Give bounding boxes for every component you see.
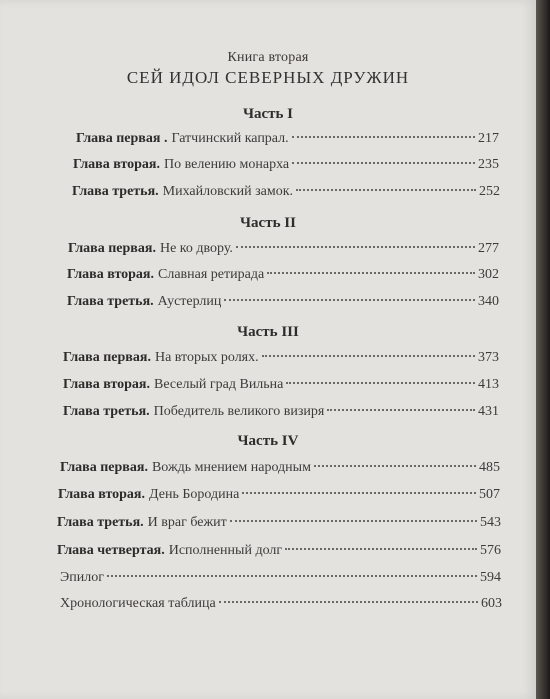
toc-entry	[60, 596, 502, 612]
chapter-title: Аустерлиц	[157, 294, 222, 309]
chapter-title: Славная ретирада	[158, 267, 265, 282]
toc-entry	[63, 350, 499, 366]
page-number: 235	[478, 157, 499, 172]
page-number: 277	[478, 241, 499, 256]
page-number: 431	[478, 404, 499, 419]
dot-leader	[236, 246, 475, 248]
chapter-label: Глава вторая.	[63, 377, 151, 392]
chapter-label: Глава третья.	[63, 404, 150, 419]
part-heading: Часть IV	[237, 433, 299, 449]
part-heading: Часть I	[242, 106, 294, 122]
chapter-title: Вождь мнением народным	[151, 460, 311, 475]
page-number: 576	[480, 543, 501, 558]
page-number: 373	[478, 350, 499, 365]
toc-entry	[58, 487, 500, 503]
toc-entry	[68, 241, 499, 257]
dot-leader	[242, 492, 476, 494]
chapter-title: Веселый град Вильна	[154, 377, 284, 392]
page-number: 507	[479, 487, 500, 502]
book-label: Книга вторая	[227, 50, 309, 65]
chapter-title: По велению монарха	[164, 157, 290, 172]
toc-entry	[57, 515, 501, 531]
chronology-title: Хронологическая таблица	[60, 596, 216, 611]
dot-leader	[219, 601, 478, 603]
dot-leader	[224, 299, 475, 301]
dot-leader	[230, 520, 477, 522]
chapter-title: Гатчинский капрал.	[171, 131, 289, 146]
toc-entry	[72, 184, 500, 200]
toc-entry	[60, 570, 501, 586]
page-edge	[536, 0, 550, 699]
chapter-label: Глава первая.	[63, 350, 151, 365]
page-number: 252	[479, 184, 500, 199]
part-heading: Часть III	[237, 324, 299, 340]
dot-leader	[262, 355, 475, 357]
epilogue-title: Эпилог	[60, 570, 104, 585]
chapter-title: Победитель великого визиря	[153, 404, 325, 419]
page-number: 340	[478, 294, 499, 309]
chapter-label: Глава третья.	[67, 294, 154, 309]
chapter-label: Глава первая.	[68, 241, 156, 256]
dot-leader	[267, 272, 475, 274]
dot-leader	[286, 382, 475, 384]
chapter-label: Глава первая .	[76, 131, 168, 146]
page-number: 302	[478, 267, 499, 282]
chapter-title: Михайловский замок.	[162, 184, 294, 199]
dot-leader	[314, 465, 476, 467]
chapter-title: Исполненный долг	[168, 543, 283, 558]
toc-entry	[60, 460, 500, 476]
page-number: 543	[480, 515, 501, 530]
chapter-label: Глава вторая.	[67, 267, 155, 282]
page-number: 485	[479, 460, 500, 475]
dot-leader	[292, 136, 475, 138]
toc-entry	[63, 377, 499, 393]
chapter-title: И враг бежит	[147, 515, 227, 530]
dot-leader	[107, 575, 477, 577]
chapter-label: Глава четвертая.	[57, 543, 165, 558]
toc-entry	[67, 294, 499, 310]
chapter-title: На вторых ролях.	[154, 350, 259, 365]
page-number: 217	[478, 131, 499, 146]
chapter-label: Глава вторая.	[58, 487, 146, 502]
toc-entry	[67, 267, 499, 283]
toc-entry	[73, 157, 499, 173]
chapter-title: День Бородина	[149, 487, 240, 502]
dot-leader	[296, 189, 476, 191]
chapter-label: Глава третья.	[57, 515, 144, 530]
dot-leader	[285, 548, 477, 550]
chapter-label: Глава третья.	[72, 184, 159, 199]
part-heading: Часть II	[240, 215, 296, 231]
page-number: 594	[480, 570, 501, 585]
chapter-title: Не ко двору.	[159, 241, 233, 256]
dot-leader	[327, 409, 475, 411]
page-number: 603	[481, 596, 502, 611]
toc-entry	[63, 404, 499, 420]
toc-entry	[57, 543, 501, 559]
book-title: СЕЙ ИДОЛ СЕВЕРНЫХ ДРУЖИН	[126, 68, 410, 87]
chapter-label: Глава первая.	[60, 460, 148, 475]
dot-leader	[292, 162, 475, 164]
page-number: 413	[478, 377, 499, 392]
chapter-label: Глава вторая.	[73, 157, 161, 172]
toc-entry	[76, 131, 499, 147]
